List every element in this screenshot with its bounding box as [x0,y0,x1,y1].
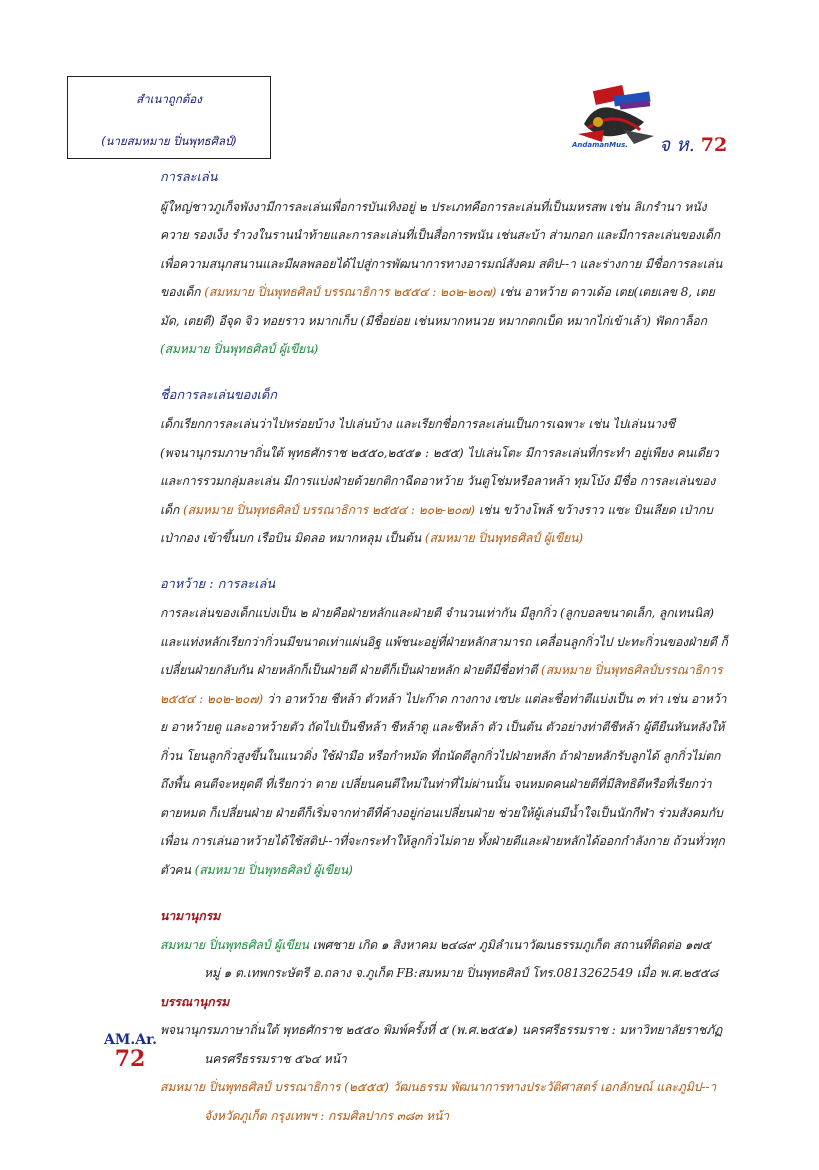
name-entry-text: เพศชาย เกิด ๑ สิงหาคม ๒๔๘๙ ภูมิลำเนาวัฒนธรรมภูเก็ต สถานที่ติดต่อ ๑๗๕ หมู่ ๑ ต.เทพกระษัตรี อ.ถลาง จ.ภูเก็ต FB:สมหมาย ปิ่นพุทธศิลป์ โทร.0813262549 เมื่อ พ.ศ.๒๕๕๘ [204,937,719,980]
section-heading: อาหว้าย : การละเล่น [160,576,276,592]
paragraph-text: เด็กเรียกการละเล่นว่าไปหร่อยบ้าง ไปเล่นบ้าง และเรียกชื่อการละเล่นเป็นการเฉพาะ เช่น ไปเล่นนางชี (พจนานุกรมภาษาถิ่นใต้ พุทธศักราช ๒๕๕๐,๒๕๕๑ : ๒๕๕) ไปเล่นโตะ มีการละเล่นที่กระทำ อยู่เพียง คนเดียวและการรวมกลุ่มละเล่น มีการแบ่งฝ่ายด้วยกติกาฉีดอาหว้าย วันตูโช่มหรือลาหล้า ทุมโบ้ง มีชื่อ การละเล่นของเด็ก [160,417,719,517]
section-heading: บรรณานุกรม [160,994,230,1009]
paragraph-text: ว่า อาหว้าย ชีหล้า ตัวหล้า ไปะก๊าด กางกาง เซปะ แต่ละชื่อท่าตีแบ่งเป็น ๓ ท่า เช่น อาหว้าย อาหว้ายตู และอาหว้ายตัว ถัดไปเป็นชีหล้า ชีหล้าตู และชีหล้า ตัว เป็นต้น ตัวอย่างท่าตีชีหล้า ผู้ตียืนหันหลังให้กิ่วน โยนลูกกิ่วสูงขึ้นในแนวดิ่ง ใช้ฝ่ามือ หรือกำหมัด ที่ถนัดตีลูกกิ่วไปฝ่ายหลัก ถ้าฝ่ายหลักรับลูกได้ ลูกกิ่วไม่ตกถึงพื้น คนตีจะหยุดตี ที่เรียกว่า ตาย เปลี่ยนคนตีใหม่ในท่าที่ไม่ผ่านนั้น จนหมดคนฝ่ายตีที่มีสิทธิตีหรือที่เรียกว่าตายหมด ก็เปลี่ยนฝ่าย ฝ่ายตีก็เริ่มจากท่าตีที่ค้างอยู่ก่อนเปลี่ยนฝ่าย ช่วยให้ผู้เล่นมีน้ำใจเป็นนักกีฬา ร่วมสังคมกับเพื่อน การเล่นอาหว้ายได้ใช้สติป--าที่จะกระทำให้ลูกกิ่วไม่ตาย ทั้งฝ่ายตีและฝ่ายหลักได้ออกกำลังกาย ถ้วนทั่วทุกตัวคน [160,691,727,877]
citation: (สมหมาย ปิ่นพุทธศิลป์ บรรณาธิการ ๒๕๕๔ : ๒๐๒-๒๐๗) [182,502,475,517]
section-heading: ชื่อการละเล่นของเด็ก [160,387,277,403]
document-body [160,164,730,1130]
author-citation: (สมหมาย ปิ่นพุทธศิลป์ ผู้เขียน) [424,531,584,545]
citation: (สมหมาย ปิ่นพุทธศิลป์ บรรณาธิการ ๒๕๕๔ : ๒๐๒-๒๐๗) [204,285,497,299]
page-footer [104,1032,156,1070]
paragraph [160,193,730,364]
bibliography-entry: สมหมาย ปิ่นพุทธศิลป์ บรรณาธิการ (๒๕๕๕) วัฒนธรรม พัฒนาการทางประวัติศาสตร์ เอกลักษณ์ และภูมิป--า จังหวัดภูเก็ต กรุงเทพฯ : กรมศิลปากร ๓๘๓ หน้า [160,1080,717,1123]
bibliography-entry: พจนานุกรมภาษาถิ่นใต้ พุทธศักราช ๒๕๕๐ พิมพ์ครั้งที่ ๕ (พ.ศ.๒๕๕๑) นครศรีธรรมราช : มหาวิทยาลัยราชภัฏนครศรีธรรมราช ๕๖๔ หน้า [160,1023,723,1066]
page-code-number: 72 [700,134,728,156]
certified-copy-box [67,76,271,159]
paragraph [160,410,730,553]
footer-page-number: 72 [114,1046,146,1072]
author-name: สมหมาย ปิ่นพุทธศิลป์ ผู้เขียน [160,937,309,952]
author-citation: (สมหมาย ปิ่นพุทธศิลป์ ผู้เขียน) [160,342,319,356]
paragraph-text: เช่น ขว้างโพล้ ขว้างราว แซะ บินเลียด เป่ากบ เป่ากอง เข้าขึ้นบก เรือบิน มิดลอ หมากหลุม เป็นต้น [160,502,713,545]
section-heading: นามานุกรม [160,909,221,923]
paragraph-text: เช่น อาหว้าย ดาวเด้อ เตย(เตยเลข 8, เตยมัด, เตยตี) อีจุด จิว ทอยราว หมากเก็บ (มีชื่อย่อย เช่นหมากหนวย หมากตกเบ็ด หมากไก่เข้าเล้า) ฟัดกาล็อก [160,285,715,328]
citation: (สมหมาย ปิ่นพุทธศิลป์บรรณาธิการ ๒๕๕๔ : ๒๐๒-๒๐๗) [160,663,723,706]
author-citation: (สมหมาย ปิ่นพุทธศิลป์ ผู้เขียน) [194,862,353,877]
paragraph-text: การละเล่นของเด็กแบ่งเป็น ๒ ฝ่ายคือฝ่ายหลักและฝ่ายตี จำนวนเท่ากัน มีลูกกิ่ว (ลูกบอลขนาดเล็ก, ลูกเทนนิส) และแท่งหลักเรียกว่ากิ่วนมีขนาดเท่าแผ่นอิฐ แพ้ชนะอยู่ที่ฝ่ายหลักสามารถ เคลื่อนลูกกิ่วไป ปะทะกิ่วนของฝ่ายตี ก็เปลี่ยนฝ่ายกลับกัน ฝ่ายหลักก็เป็นฝ่ายตี ฝ่ายตีก็เป็นฝ่ายหลัก ฝ่ายตีมีชื่อท่าตี [160,606,728,677]
certified-copy-label: สำเนาถูกต้อง [136,92,202,106]
page-code-prefix: จ ห. [659,134,695,156]
certifier-name: (นายสมหมาย ปิ่นพุทธศิลป์) [101,134,237,148]
footer-label: AM.Ar. [104,1032,158,1048]
paragraph-text: ผู้ใหญ่ชาวภูเก็จพังงามีการละเล่นเพื่อการบันเทิงอยู่ ๒ ประเภทคือการละเล่นที่เป็นมหรสพ เช่น ลิเกรำนา หนังควาย รองเง็ง รำวงในรานนำท้ายและการละเล่นที่เป็นสื่อการพนัน เช่นสะบ้า ส่ามกอก และมีการละเล่นของเด็ก เพื่อความสนุกสนานและมีผลพลอยได้ไปสู่การพัฒนาการทางอารมณ์สังคม สติป--า และร่างกาย มีชื่อการละเล่นของเด็ก [160,199,723,299]
logo-caption: AndamanMus. [572,141,628,149]
page-code [659,130,727,160]
name-entry [160,931,730,988]
section-heading: การละเล่น [160,170,218,185]
paragraph [160,599,730,884]
